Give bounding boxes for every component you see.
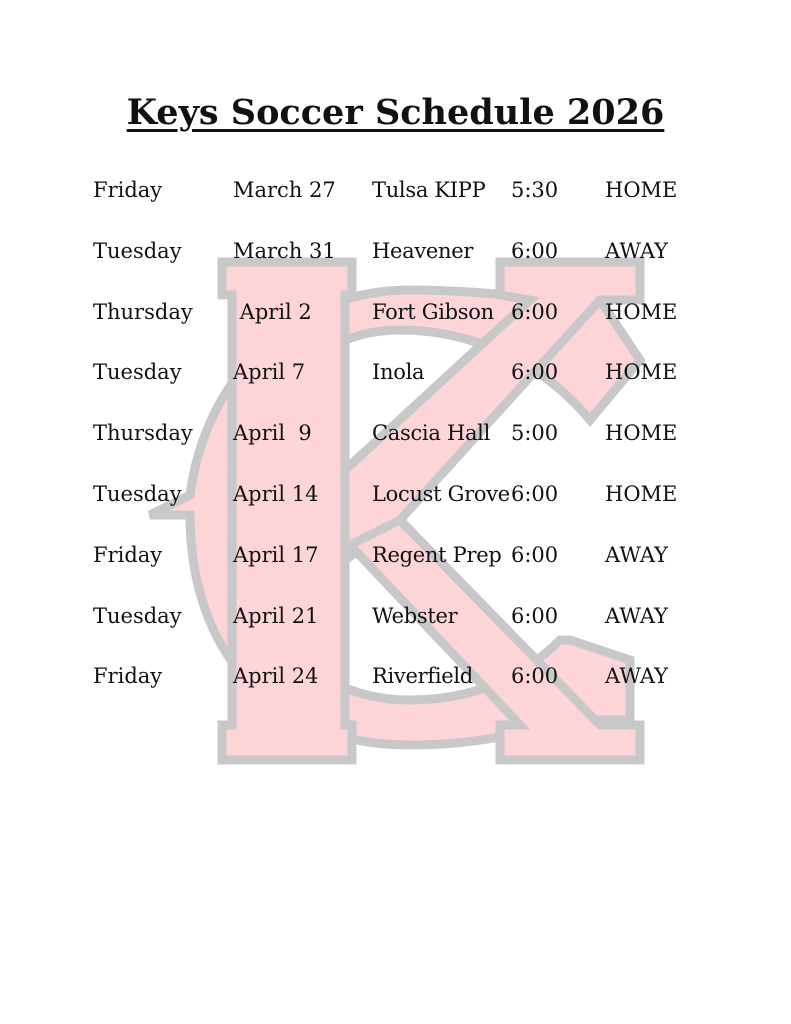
game-date: March 27 xyxy=(233,178,336,202)
game-opponent: Cascia Hall xyxy=(372,421,491,446)
game-time: 6:00 xyxy=(511,360,559,385)
game-time: 5:00 xyxy=(511,421,559,446)
game-day: Thursday xyxy=(93,421,193,446)
game-day: Tuesday xyxy=(93,238,182,263)
game-date: April 17 xyxy=(233,542,319,567)
game-date: March 31 xyxy=(233,238,336,263)
game-opponent: Riverfield xyxy=(372,664,473,689)
schedule-row xyxy=(0,360,791,390)
game-opponent: Fort Gibson xyxy=(372,299,494,324)
game-location: HOME xyxy=(605,421,678,446)
game-time: 6:00 xyxy=(511,299,559,324)
game-location: AWAY xyxy=(605,603,669,628)
schedule-row xyxy=(0,300,791,330)
game-location: HOME xyxy=(605,299,678,324)
game-location: AWAY xyxy=(605,664,669,689)
game-day: Tuesday xyxy=(93,603,182,628)
game-time: 6:00 xyxy=(511,482,559,506)
game-location: HOME xyxy=(605,482,678,506)
game-day: Tuesday xyxy=(93,482,182,506)
game-date: April 21 xyxy=(233,603,319,628)
game-date: April 9 xyxy=(233,421,312,446)
game-day: Friday xyxy=(93,178,163,202)
game-location: AWAY xyxy=(605,542,669,567)
game-time: 6:00 xyxy=(511,664,559,689)
game-time: 6:00 xyxy=(511,542,559,567)
schedule-row xyxy=(0,239,791,269)
game-opponent: Locust Grove xyxy=(372,482,510,506)
game-day: Thursday xyxy=(93,299,193,324)
game-opponent: Webster xyxy=(372,603,458,628)
game-date: April 7 xyxy=(233,360,306,385)
game-opponent: Inola xyxy=(372,360,425,385)
game-time: 5:30 xyxy=(511,178,559,202)
game-location: HOME xyxy=(605,360,678,385)
schedule-row xyxy=(0,482,791,512)
game-opponent: Tulsa KIPP xyxy=(372,178,486,202)
game-date: April 2 xyxy=(233,299,312,324)
game-day: Tuesday xyxy=(93,360,182,385)
schedule-row xyxy=(0,604,791,634)
schedule-row xyxy=(0,421,791,451)
schedule-row xyxy=(0,543,791,573)
game-location: AWAY xyxy=(605,238,669,263)
game-day: Friday xyxy=(93,542,163,567)
game-opponent: Heavener xyxy=(372,238,474,263)
game-date: April 24 xyxy=(233,664,319,689)
game-opponent: Regent Prep xyxy=(372,542,502,567)
game-location: HOME xyxy=(605,178,678,202)
schedule-row xyxy=(0,178,791,208)
game-time: 6:00 xyxy=(511,603,559,628)
game-day: Friday xyxy=(93,664,163,689)
schedule-row xyxy=(0,664,791,694)
game-time: 6:00 xyxy=(511,238,559,263)
game-date: April 14 xyxy=(233,482,319,506)
page-title: Keys Soccer Schedule 2026 xyxy=(126,92,665,133)
